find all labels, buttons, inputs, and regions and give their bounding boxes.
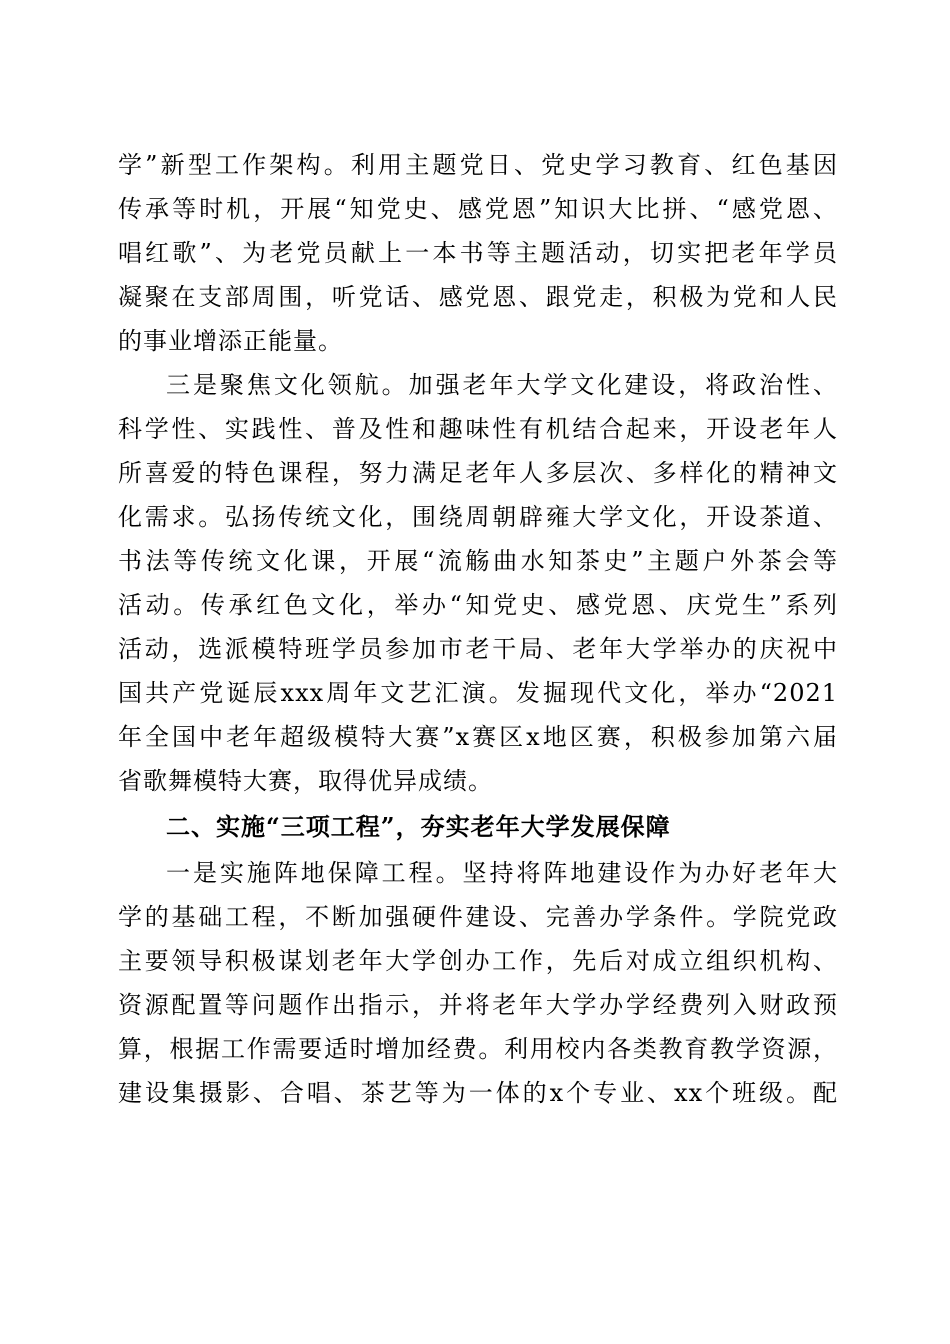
- paragraph-first-line: 一是实施阵地保障工程。坚持将阵地建设作为办好老年大: [166, 859, 838, 887]
- body-text-line: 学”新型工作架构。利用主题党日、党史学习教育、红色基因: [118, 151, 838, 179]
- body-text-line: 国共产党诞辰xxx周年文艺汇演。发掘现代文化，举办“2021: [118, 679, 838, 707]
- body-text-line: 主要领导积极谋划老年大学创办工作，先后对成立组织机构、: [118, 947, 838, 975]
- body-text-line: 资源配置等问题作出指示，并将老年大学办学经费列入财政预: [118, 991, 838, 1019]
- body-text-line: 唱红歌”、为老党员献上一本书等主题活动，切实把老年学员: [118, 239, 838, 267]
- body-text-line: 学的基础工程，不断加强硬件建设、完善办学条件。学院党政: [118, 903, 838, 931]
- body-text-line: 活动。传承红色文化，举办“知党史、感党恩、庆党生”系列: [118, 591, 838, 619]
- body-text-line: 活动，选派模特班学员参加市老干局、老年大学举办的庆祝中: [118, 635, 838, 663]
- body-text-line: 凝聚在支部周围，听党话、感党恩、跟党走，积极为党和人民: [118, 283, 838, 311]
- body-text-line: 年全国中老年超级模特大赛”x赛区x地区赛，积极参加第六届: [118, 723, 838, 751]
- body-text-line: 省歌舞模特大赛，取得优异成绩。: [118, 767, 493, 795]
- body-text-line: 算，根据工作需要适时增加经费。利用校内各类教育教学资源，: [118, 1035, 838, 1063]
- body-text-line: 科学性、实践性、普及性和趣味性有机结合起来，开设老年人: [118, 415, 838, 443]
- body-text-line: 书法等传统文化课，开展“流觞曲水知茶史”主题户外茶会等: [118, 547, 838, 575]
- body-text-line: 所喜爱的特色课程，努力满足老年人多层次、多样化的精神文: [118, 459, 838, 487]
- body-text-line: 传承等时机，开展“知党史、感党恩”知识大比拼、“感党恩、: [118, 195, 838, 223]
- body-text-line: 的事业增添正能量。: [118, 327, 343, 355]
- section-heading: 二、实施“三项工程”，夯实老年大学发展保障: [166, 812, 671, 841]
- body-text-line: 化需求。弘扬传统文化，围绕周朝辟雍大学文化，开设茶道、: [118, 503, 838, 531]
- body-text-line: 建设集摄影、合唱、茶艺等为一体的x个专业、xx个班级。配: [118, 1079, 838, 1107]
- paragraph-first-line: 三是聚焦文化领航。加强老年大学文化建设，将政治性、: [166, 371, 838, 399]
